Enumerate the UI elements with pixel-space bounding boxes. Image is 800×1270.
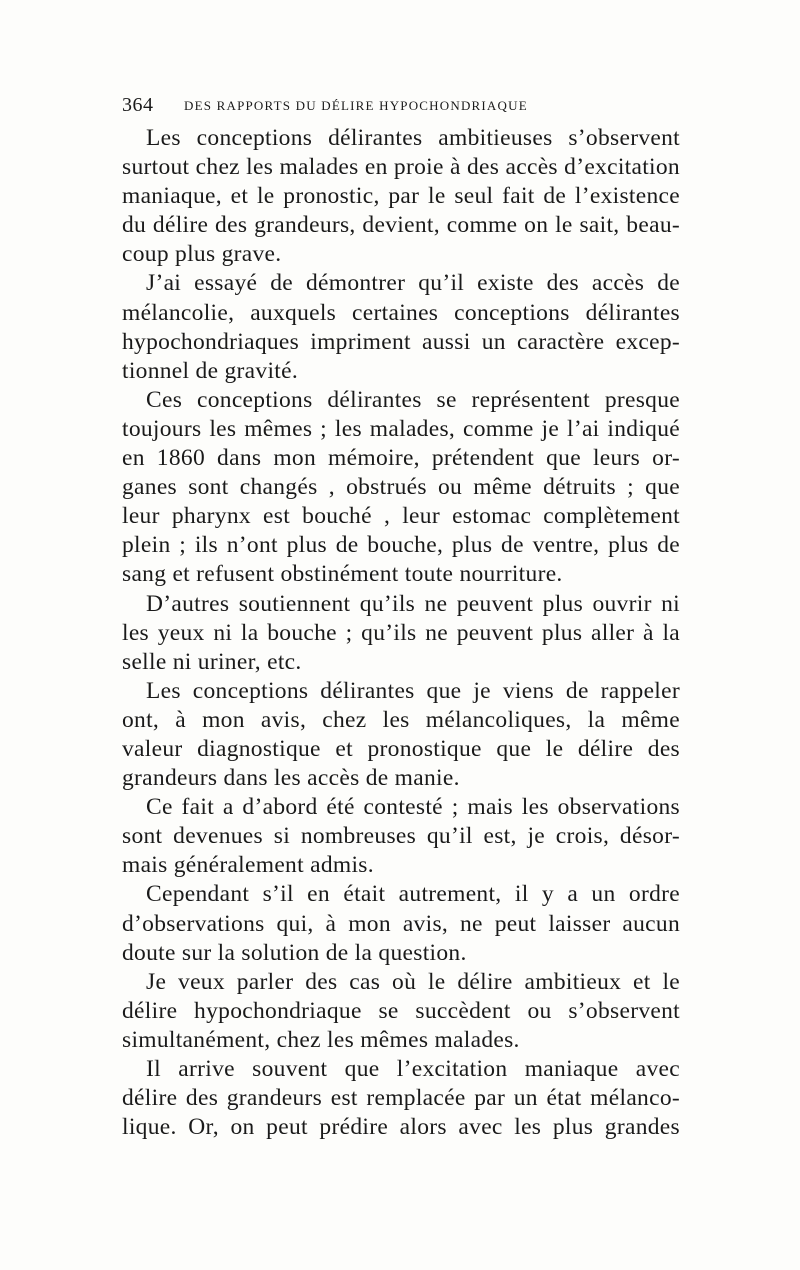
paragraph: [122, 590, 680, 677]
text-line: Il arrive souvent que l’excitation maniaque avec: [146, 1056, 680, 1082]
text-line: lique. Or, on peut prédire alors avec les plus grandes: [122, 1114, 680, 1141]
text-line: en 1860 dans mon mémoire, prétendent que leurs or-: [122, 445, 680, 472]
text-line: maniaque, et le pronostic, par le seul fait de l’existence: [122, 183, 680, 210]
text-line: délire hypochondriaque se succèdent ou s’observent: [122, 997, 680, 1024]
page-number: 364: [122, 94, 154, 116]
text-line: Ce fait a d’abord été contesté ; mais les observations: [146, 794, 680, 821]
text-line: hypochondriaques impriment aussi un caractère excep-: [122, 328, 680, 355]
body-text: [122, 124, 680, 1142]
paragraph: [122, 386, 680, 590]
text-line: Cependant s’il en était autrement, il y a un ordre: [146, 881, 680, 908]
text-line: coup plus grave.: [122, 241, 282, 268]
paragraph: [122, 124, 680, 269]
text-line: toujours les mêmes ; les malades, comme je l’ai indiqué: [122, 415, 680, 442]
text-line: grandeurs dans les accès de manie.: [122, 765, 460, 792]
paragraph: [122, 793, 680, 880]
text-line: leur pharynx est bouché , leur estomac complètement: [122, 503, 680, 530]
text-line: du délire des grandeurs, devient, comme on le sait, beau-: [122, 212, 680, 239]
text-line: simultanément, chez les mêmes malades.: [122, 1026, 520, 1053]
running-title: DES RAPPORTS DU DÉLIRE HYPOCHONDRIAQUE: [184, 98, 528, 113]
text-line: tionnel de gravité.: [122, 357, 299, 384]
paragraph: [122, 1055, 680, 1142]
running-head: [122, 94, 682, 122]
paragraph: [122, 968, 680, 1055]
text-line: mais généralement admis.: [122, 852, 374, 879]
text-line: doute sur la solution de la question.: [122, 939, 467, 966]
text-line: d’observations qui, à mon avis, ne peut laisser aucun: [122, 910, 680, 937]
paragraph: [122, 269, 680, 385]
text-line: surtout chez les malades en proie à des accès d’excitation: [122, 154, 680, 181]
text-line: sang et refusent obstinément toute nourriture.: [122, 561, 563, 588]
text-line: plein ; ils n’ont plus de bouche, plus de ventre, plus de: [122, 532, 680, 559]
text-line: Je veux parler des cas où le délire ambitieux et le: [146, 968, 680, 995]
text-line: Les conceptions délirantes ambitieuses s’observent: [146, 125, 680, 151]
text-line: ont, à mon avis, chez les mélancoliques, la même: [122, 706, 680, 733]
text-line: Ces conceptions délirantes se représentent presque: [146, 386, 680, 413]
text-line: mélancolie, auxquels certaines conceptions délirantes: [122, 299, 680, 326]
text-line: Les conceptions délirantes que je viens de rappeler: [146, 677, 680, 704]
text-line: D’autres soutiennent qu’ils ne peuvent plus ouvrir ni: [146, 590, 680, 617]
text-line: selle ni uriner, etc.: [122, 648, 302, 675]
text-line: sont devenues si nombreuses qu’il est, je crois, désor-: [122, 823, 680, 850]
paragraph: [122, 677, 680, 793]
text-line: valeur diagnostique et pronostique que le délire des: [122, 735, 680, 762]
text-line: délire des grandeurs est remplacée par un état mélanco-: [122, 1085, 680, 1112]
text-line: ganes sont changés , obstrués ou même détruits ; que: [122, 474, 680, 501]
paragraph: [122, 880, 680, 967]
text-line: J’ai essayé de démontrer qu’il existe des accès de: [146, 270, 680, 297]
text-line: les yeux ni la bouche ; qu’ils ne peuvent plus aller à la: [122, 619, 680, 646]
